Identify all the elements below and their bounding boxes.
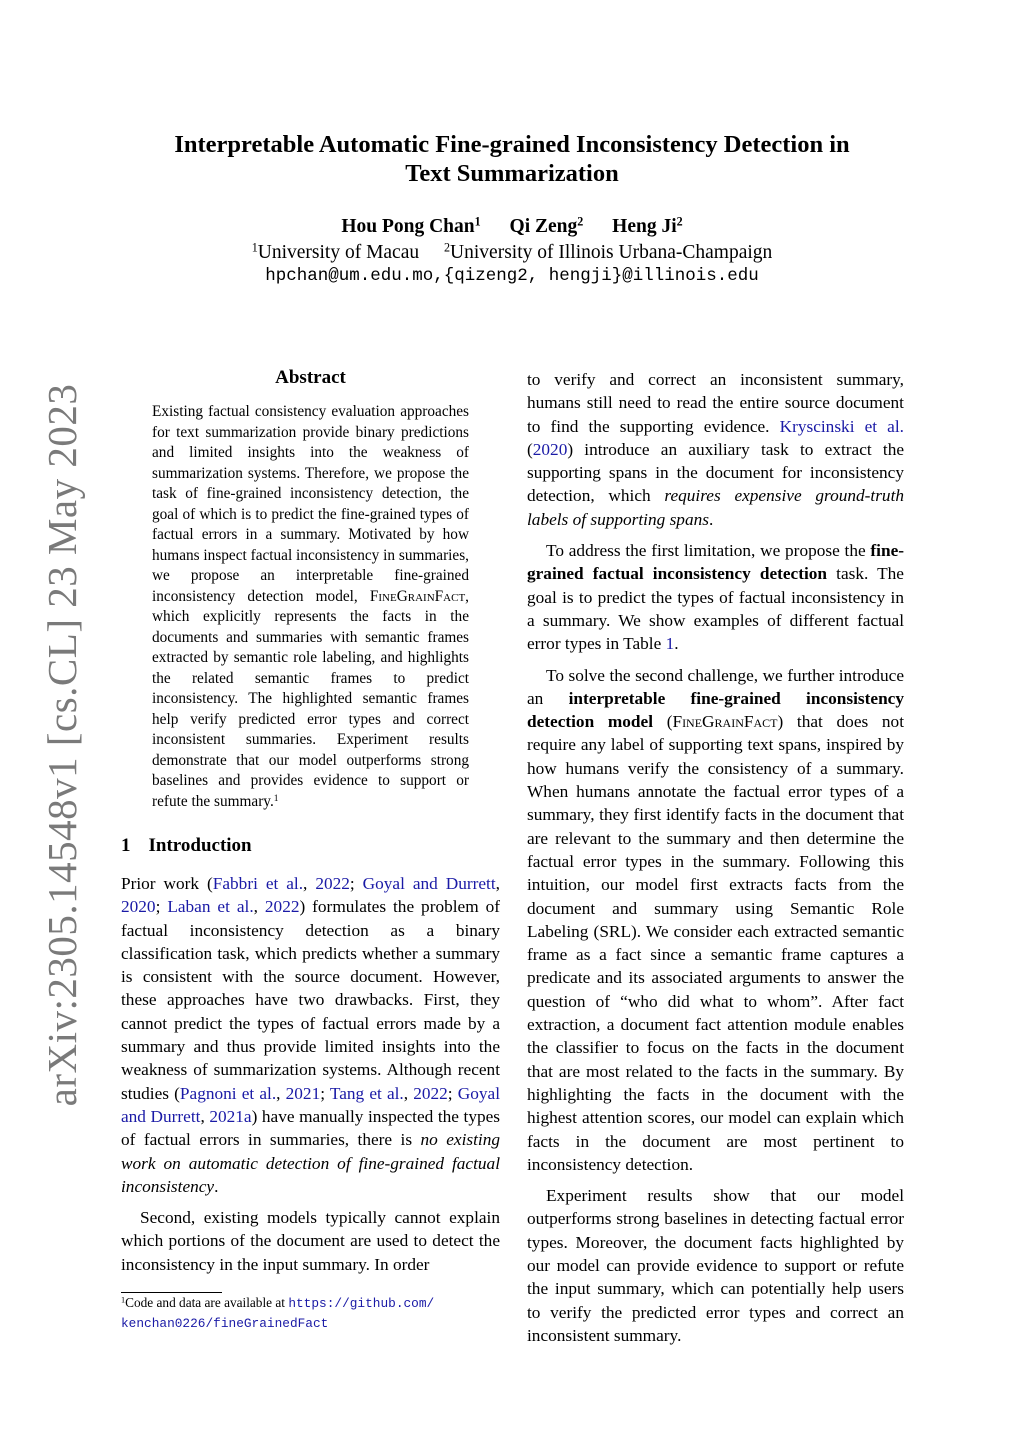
- intro-paragraph-1: Prior work (Fabbri et al., 2022; Goyal and Durrett, 2020; Laban et al., 2022) formulates the problem of factual inconsistency detection as a binary classification task, which predicts whether a summary is consistent with the source document. However, these approaches have two drawbacks. First, they cannot predict the types of factual errors made by a summary and thus provide limited insights into the weakness of summarization systems. Although recent studies (Pagnoni et al., 2021; Tang et al., 2022; Goyal and Durrett, 2021a) have manually inspected the types of factual errors in summaries, there is no existing work on automatic detection of fine-grained factual inconsistency.: [121, 874, 500, 1196]
- footnote-mark: 1: [273, 793, 279, 804]
- paper-title: [0, 130, 1024, 188]
- author-emails: hpchan@um.edu.mo,{qizeng2, hengji}@illinois.edu: [265, 266, 759, 286]
- author: Hou Pong Chan$^1$: [341, 214, 481, 237]
- footnote-divider: [121, 1292, 222, 1293]
- right-column: [527, 368, 904, 1347]
- model-name: FineGrainFact: [672, 712, 778, 732]
- footnote: $^1$Code and data are available at https://github.com/ kenchan0226/fineGrainedFact: [121, 1295, 435, 1331]
- author: Heng Ji$^2$: [612, 214, 683, 237]
- citation-link[interactable]: Tang et al.: [329, 1083, 404, 1103]
- citation-link[interactable]: Goyal and Durrett: [121, 1083, 500, 1126]
- left-column: [121, 366, 500, 1276]
- intro-paragraph-2-continued: to verify and correct an inconsistent summary, humans still need to read the entire source document to find the supporting evidence. Kryscinski et al. (2020) introduce an auxiliary task to extract the supporting spans in the document for inconsistency detection, which requires expensive ground-truth labels of supporting spans.: [527, 370, 905, 529]
- author: Qi Zeng$^2$: [509, 214, 584, 237]
- citation-link[interactable]: 2022: [264, 897, 300, 917]
- intro-paragraph-3: To address the first limitation, we propose the fine-grained factual inconsistency detection task. The goal is to predict the types of factual inconsistency in a summary. We show examples of different factual error types in Table 1.: [527, 541, 904, 654]
- section-heading-introduction: 1 Introduction: [121, 835, 252, 856]
- repo-link-continued[interactable]: kenchan0226/fineGrainedFact: [121, 1315, 329, 1331]
- citation-link[interactable]: 2021: [285, 1083, 321, 1103]
- title-line-2: Text Summarization: [405, 160, 619, 187]
- citation-link[interactable]: 2022: [315, 874, 350, 893]
- intro-paragraph-2: Second, existing models typically cannot explain which portions of the document are used to detect the inconsistency in the input summary. In order: [121, 1208, 500, 1274]
- citation-link[interactable]: Fabbri et al.: [212, 874, 304, 893]
- citation-link[interactable]: 2020: [121, 897, 156, 917]
- affiliation: $^2$University of Illinois Urbana-Champaign: [444, 240, 773, 263]
- arxiv-identifier: arXiv:2305.14548v1 [cs.CL] 23 May 2023: [39, 383, 85, 1107]
- abstract-text: Existing factual consistency evaluation approaches for text summarization provide binary predictions and limited insights into the weakness of summarization systems. Therefore, we propose the task of fine-grained inconsistency detection, the goal of which is to predict the fine-grained types of factual errors in a summary. Motivated by how humans inspect factual inconsistency in summaries, we propose an interpretable fine-grained inconsistency detection model, FineGrainFact, which explicitly represents the facts in the documents and summaries with semantic frames extracted by semantic role labeling, and highlights the related semantic frames to predict inconsistency. The highlighted semantic frames help verify predicted error types and correct inconsistent summaries. Experiment results demonstrate that our model outperforms strong baselines and provides evidence to support or refute the summary.$^1$: [152, 403, 469, 810]
- citation-link[interactable]: 2022: [413, 1083, 448, 1103]
- citation-link[interactable]: 2020: [532, 439, 568, 459]
- author-list: [0, 216, 1024, 238]
- citation-link[interactable]: Laban et al.: [167, 897, 254, 917]
- title-line-1: Interpretable Automatic Fine-grained Inconsistency Detection in: [174, 131, 850, 158]
- repo-link[interactable]: https://github.com/: [288, 1296, 435, 1311]
- abstract-heading: Abstract: [275, 367, 346, 388]
- model-name: FineGrainFact: [369, 587, 466, 605]
- affiliation-list: [0, 242, 1024, 264]
- citation-link[interactable]: 2021a: [209, 1106, 252, 1126]
- table-reference-link[interactable]: 1: [665, 634, 675, 654]
- citation-link[interactable]: Kryscinski et al.: [779, 416, 904, 436]
- citation-link[interactable]: Pagnoni et al.: [179, 1083, 277, 1103]
- citation-link[interactable]: Goyal and Durrett: [362, 874, 496, 893]
- intro-paragraph-5: Experiment results show that our model outperforms strong baselines in detecting factual error types. Moreover, the document facts highlighted by our model can provide evidence to support or refute the input summary, which can potentially help users to verify the predicted error types and correct an inconsistent summary.: [527, 1186, 904, 1345]
- intro-paragraph-4: To solve the second challenge, we further introduce an interpretable fine-grained inconsistency detection model (FineGrainFact) that does not require any label of supporting text spans, inspired by how humans verify the consistency of a summary. When humans annotate the factual error types of a summary, they first identify facts in the document that are relevant to the summary and then determine the factual error types in the summary. Following this intuition, our model first extracts facts from the document and summary using Semantic Role Labeling (SRL). We consider each extracted semantic frame as a fact since a semantic frame captures a predicate and its associated arguments to answer the question of “who did what to whom”. After fact extraction, a document fact attention module enables the classifier to focus on the facts in the document that are most related to the facts in the summary. By highlighting the facts in the document with the highest attention scores, our model can explain which facts in the document are most pertinent to inconsistency detection.: [527, 665, 904, 1174]
- affiliation: $^1$University of Macau: [251, 240, 420, 263]
